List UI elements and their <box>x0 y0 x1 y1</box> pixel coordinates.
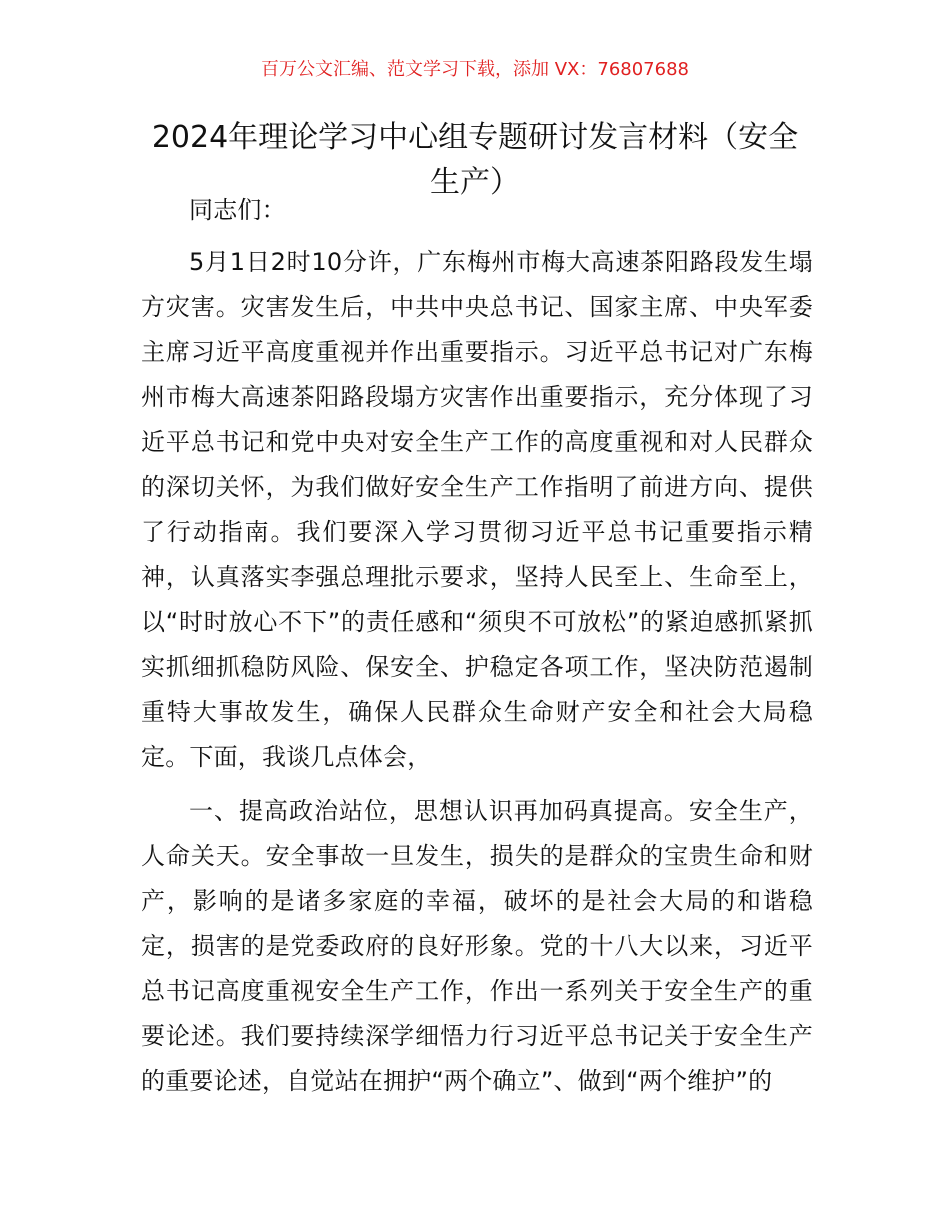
document-body <box>141 188 813 1104</box>
body-paragraph: 一、提高政治站位，思想认识再加码真提高。安全生产，人命关天。安全事故一旦发生，损失的是群众的宝贵生命和财产，影响的是诸多家庭的幸福，破坏的是社会大局的和谐稳定，损害的是党委政府的良好形象。党的十八大以来，习近平总书记高度重视安全生产工作，作出一系列关于安全生产的重要论述。我们要持续深学细悟力行习近平总书记关于安全生产的重要论述，自觉站在拥护“两个确立”、做到“两个维护”的 <box>141 797 813 1095</box>
header-watermark-banner: 百万公文汇编、范文学习下载，添加 VX：76807688 <box>261 59 689 80</box>
document-title: 2024年理论学习中心组专题研讨发言材料（安全生产） <box>151 120 799 200</box>
body-paragraph: 5月1日2时10分许，广东梅州市梅大高速茶阳路段发生塌方灾害。灾害发生后，中共中央总书记、国家主席、中央军委主席习近平高度重视并作出重要指示。习近平总书记对广东梅州市梅大高速茶阳路段塌方灾害作出重要指示，充分体现了习近平总书记和党中央对安全生产工作的高度重视和对人民群众的深切关怀，为我们做好安全生产工作指明了前进方向、提供了行动指南。我们要深入学习贯彻习近平总书记重要指示精神，认真落实李强总理批示要求，坚持人民至上、生命至上，以“时时放心不下”的责任感和“须臾不可放松”的紧迫感抓紧抓实抓细抓稳防风险、保安全、护稳定各项工作，坚决防范遏制重特大事故发生，确保人民群众生命财产安全和社会大局稳定。下面，我谈几点体会， <box>141 248 813 771</box>
greeting-paragraph: 同志们： <box>189 196 286 224</box>
